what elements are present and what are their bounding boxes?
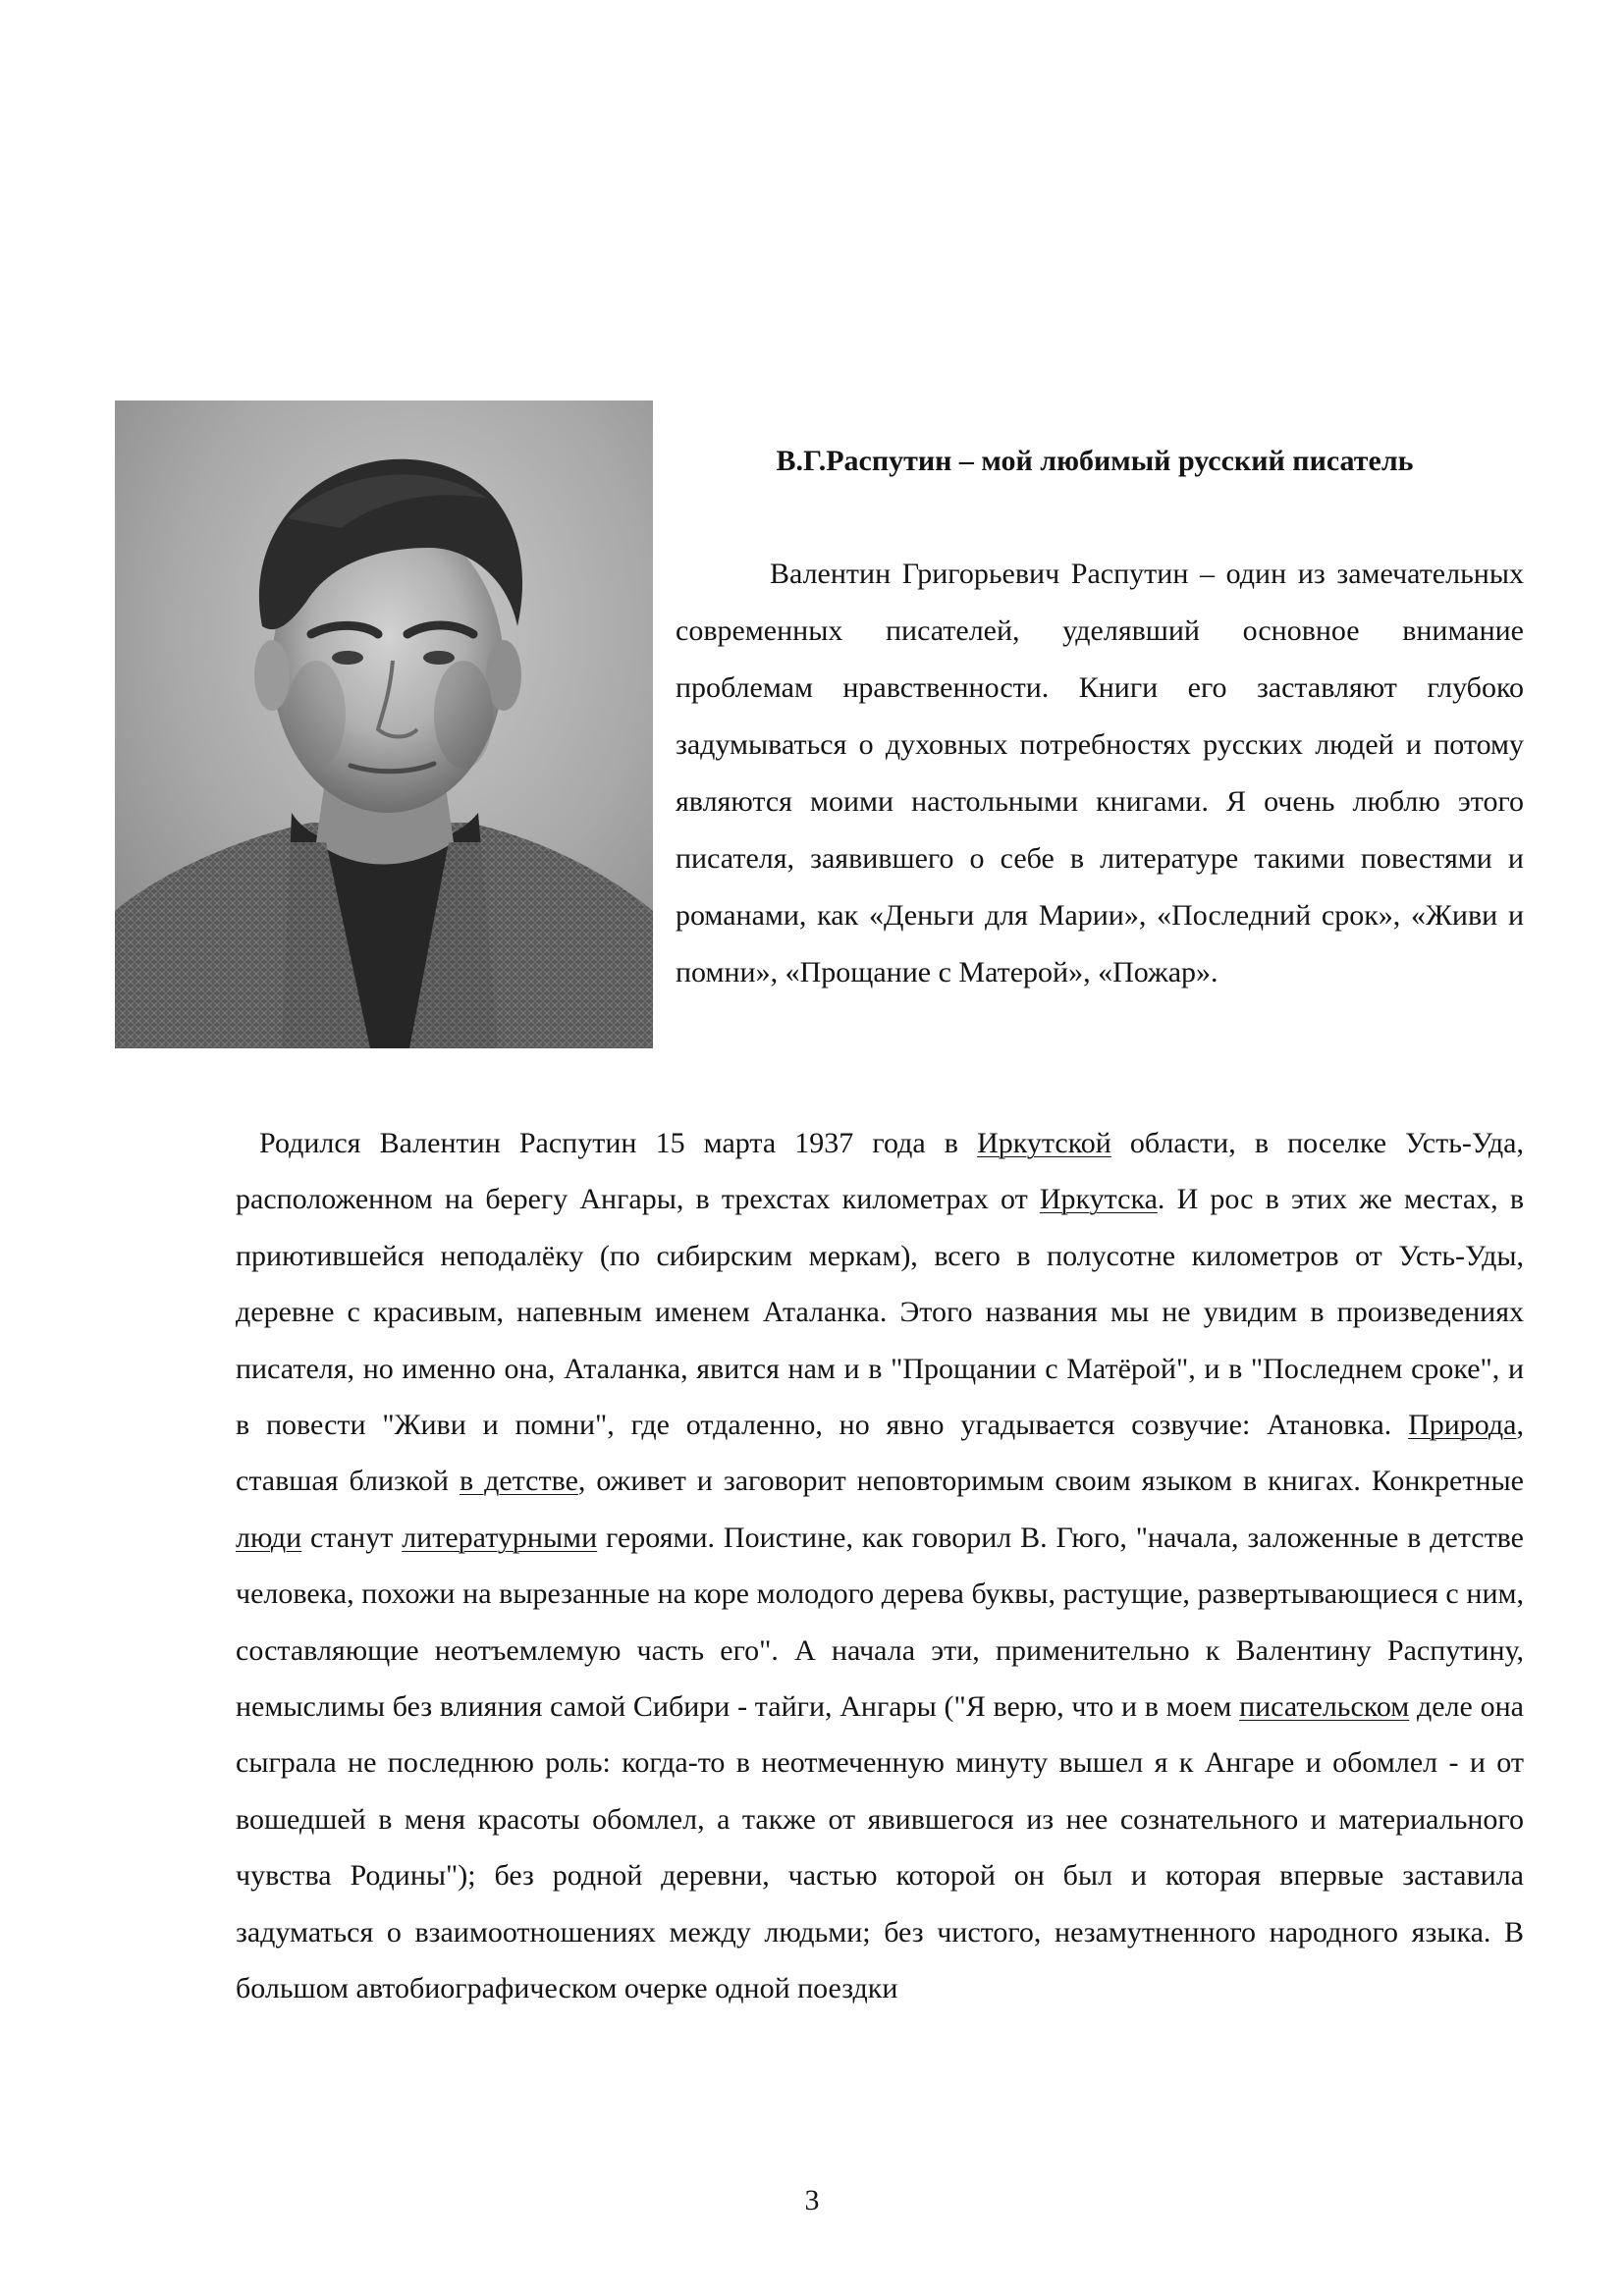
link-people[interactable]: люди — [236, 1521, 302, 1554]
body-text-segment: , ставшая близкой — [236, 1409, 1524, 1498]
body-text-segment: героями. Поистине, как говорил В. Гюго, "начала, заложенные в детстве человека, похожи на вырезанные на коре молодого дерева буквы, растущие, развертывающиеся с ним, составляющие неотъемлемую часть его". А начала эти, применительно к Валентину Распутину, немыслимы без влияния самой Сибири - тайги, Ангары ("Я верю, что и в моем — [236, 1521, 1524, 1724]
portrait-illustration — [115, 400, 653, 1048]
link-irkutsk[interactable]: Иркутска — [1039, 1183, 1158, 1216]
document-title: В.Г.Распутин – мой любимый русский писатель — [776, 445, 1414, 477]
page-number: 3 — [804, 2184, 820, 2216]
body-text-segment: области, в поселке Усть-Уда, расположенном на берегу Ангары, в трехстах километрах от — [236, 1127, 1524, 1216]
link-childhood[interactable]: в детстве — [459, 1465, 578, 1498]
intro-paragraph: Валентин Григорьевич Распутин – один из замечательных современных писателей, уделявший основное внимание проблемам нравственности. Книги его заставляют глубоко задумываться о духовных потребностях русских людей и потому являются моими настольными книгами. Я очень люблю этого писателя, заявившего о себе в литературе такими повестями и романами, как «Деньги для Марии», «Последний срок», «Живи и помни», «Прощание с Матерой», «Пожар». — [676, 558, 1524, 988]
body-text-segment: станут — [301, 1521, 403, 1554]
body-text-segment: Родился Валентин Распутин 15 марта 1937 года в — [259, 1127, 978, 1159]
biography-paragraph — [236, 1115, 1524, 2017]
body-text-segment: . И рос в этих же местах, в приютившейся неподалёку (по сибирским меркам), всего в полусотне километров от Усть-Уды, деревне с красивым, напевным именем Аталанка. Этого названия мы не увидим в произведениях писателя, но именно она, Аталанка, явится нам и в "Прощании с Матёрой", и в "Последнем сроке", и в повести "Живи и помни", где отдаленно, но явно угадывается созвучие: Атановка. — [236, 1183, 1524, 1442]
body-text-segment: деле она сыграла не последнюю роль: когда-то в неотмеченную минуту вышел я к Ангаре и обомлел - и от вошедшей в меня красоты обомлел, а также от явившегося из нее сознательного и материального чувства Родины"); без родной деревни, частью которой он был и которая впервые заставила задуматься о взаимоотношениях между людьми; без чистого, незамутненного народного языка. В большом автобиографическом очерке одной поездки — [236, 1690, 1524, 2005]
body-text-segment: , оживет и заговорит неповторимым своим языком в книгах. Конкретные — [577, 1465, 1524, 1498]
link-irkutsk-region[interactable]: Иркутской — [977, 1127, 1111, 1159]
author-portrait-photo — [115, 400, 653, 1048]
link-literary[interactable]: литературными — [402, 1521, 598, 1554]
link-nature[interactable]: Природа — [1408, 1409, 1517, 1442]
link-writers[interactable]: писательском — [1239, 1690, 1410, 1724]
